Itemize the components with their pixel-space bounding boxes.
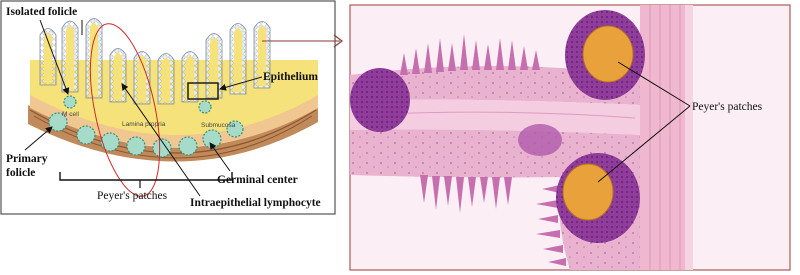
histology-micrograph <box>350 5 790 270</box>
peyers-patch-lower <box>563 164 613 220</box>
m-cell-label: M cell <box>62 111 79 118</box>
submucosa-label: Submucosa <box>201 122 236 129</box>
schematic-diagram <box>1 1 335 214</box>
epithelium-label: Epithelium <box>263 71 318 83</box>
intraepithelial-lymphocyte-label: Intraepithelial lymphocyte <box>190 197 321 209</box>
germinal-center-label: Germinal center <box>217 174 298 186</box>
left-lymphoid-region <box>350 68 410 132</box>
muscle-wall <box>640 5 685 270</box>
primary-follicle-label-line1: Primary <box>6 153 48 165</box>
peyers-patches-label-right: Peyer's patches <box>692 101 763 113</box>
peyers-patches-label-left: Peyer's patches <box>97 190 168 202</box>
primary-follicle-label-line2: folicle <box>6 167 36 179</box>
isolated-follicle-label: Isolated folicle <box>6 6 78 18</box>
peyers-patch-upper <box>583 26 633 82</box>
lamina-propria-label: Lamina propria <box>122 121 166 128</box>
